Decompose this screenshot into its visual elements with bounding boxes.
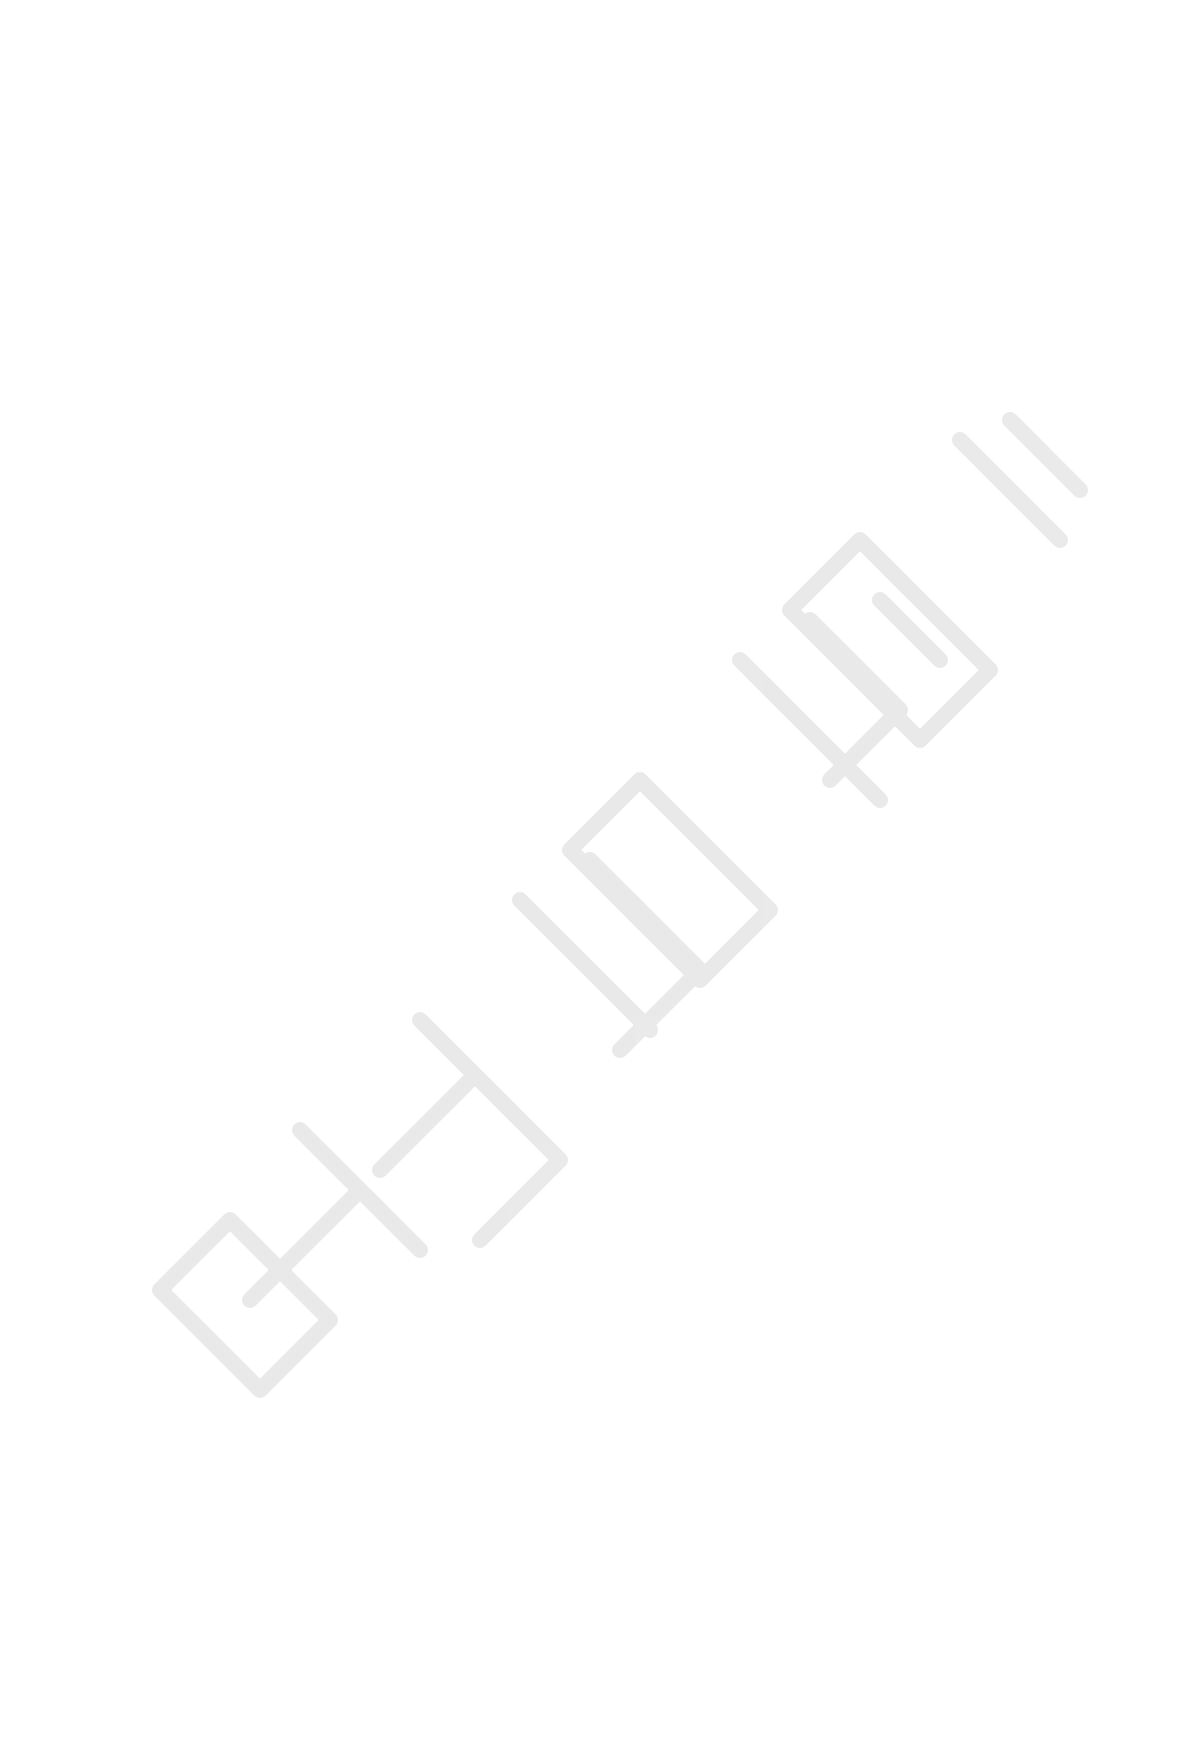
- watermark-stroke: [520, 860, 700, 1050]
- watermark-stroke-group: [160, 420, 1080, 1390]
- watermark-stroke: [740, 620, 900, 800]
- watermark-stroke: [790, 540, 990, 740]
- watermark-stroke: [250, 1130, 420, 1300]
- watermark-stroke: [380, 1020, 560, 1240]
- watermark-stroke: [960, 420, 1080, 540]
- watermark-stroke: [160, 1220, 330, 1390]
- watermark-stroke: [570, 780, 770, 980]
